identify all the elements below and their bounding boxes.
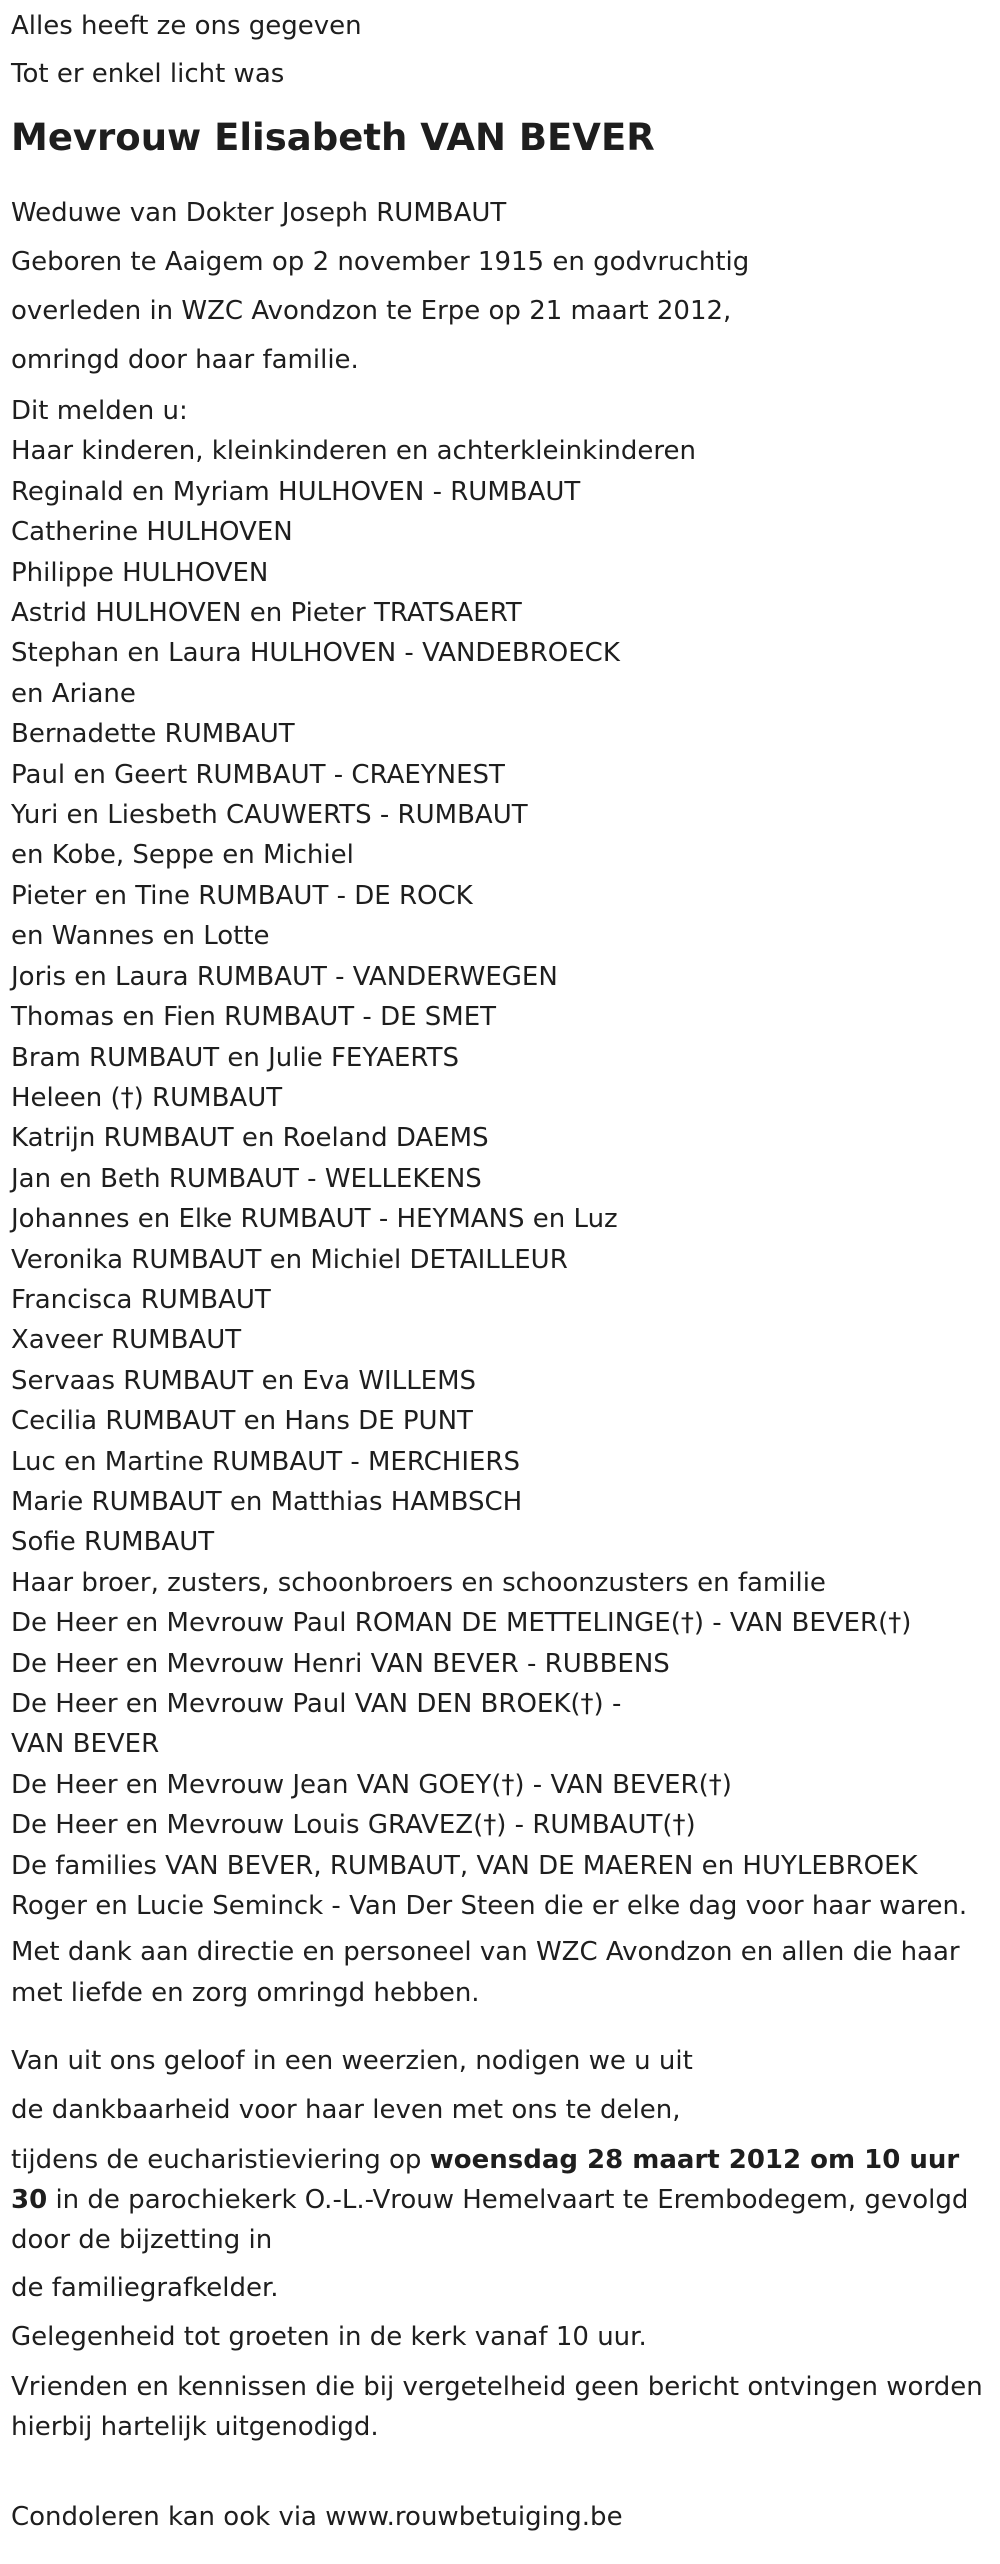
family-line: Pieter en Tine RUMBAUT - DE ROCK [11,880,473,911]
intro-verse [11,0,1000,98]
family-line: Dit melden u: [11,396,188,426]
family-line: De Heer en Mevrouw Henri VAN BEVER - RUBBENS [11,1648,670,1679]
family-line: Catherine HULHOVEN [11,517,293,548]
details-block [11,189,1000,385]
details-line: overleden in WZC Avondzon te Erpe op 21 maart 2012, [11,296,732,326]
family-line: en Wannes en Lotte [11,921,270,952]
family-line: Katrijn RUMBAUT en Roeland DAEMS [11,1123,489,1154]
family-line: Bram RUMBAUT en Julie FEYAERTS [11,1042,459,1073]
funeral-service-date: woensdag 28 maart 2012 om 10 uur 30 [11,2145,960,2216]
condolence-link: Condoleren kan ook via www.rouwbetuiging.be [11,2502,623,2533]
family-list [11,391,1000,1926]
family-line: Jan en Beth RUMBAUT - WELLEKENS [11,1163,482,1194]
family-line: Roger en Lucie Seminck - Van Der Steen die er elke dag voor haar waren. [11,1891,968,1922]
deceased-name: Mevrouw Elisabeth VAN BEVER [11,116,655,159]
funeral-invitation: Vrienden en kennissen die bij vergetelheid geen bericht ontvingen worden hierbij hartelijk uitgenodigd. [11,2372,983,2443]
family-line: VAN BEVER [11,1729,160,1760]
funeral-service-line [11,2135,996,2264]
family-line: Cecilia RUMBAUT en Hans DE PUNT [11,1406,473,1437]
details-line: Geboren te Aaigem op 2 november 1915 en godvruchtig [11,247,750,277]
family-line: De Heer en Mevrouw Louis GRAVEZ(†) - RUMBAUT(†) [11,1810,696,1841]
funeral-service-prefix: tijdens de eucharistieviering op [11,2145,430,2176]
family-line: Bernadette RUMBAUT [11,719,295,750]
funeral-line: de dankbaarheid voor haar leven met ons te delen, [11,2095,681,2126]
family-line: Marie RUMBAUT en Matthias HAMBSCH [11,1486,523,1517]
family-line: Astrid HULHOVEN en Pieter TRATSAERT [11,598,522,629]
funeral-service-suffix: in de parochiekerk O.-L.-Vrouw Hemelvaart te Erembodegem, gevolgd door de bijzetting in [11,2185,969,2256]
family-line: De Heer en Mevrouw Paul VAN DEN BROEK(†) - [11,1689,622,1719]
family-line: De families VAN BEVER, RUMBAUT, VAN DE MAEREN en HUYLEBROEK [11,1850,918,1881]
details-line: omringd door haar familie. [11,345,359,375]
family-line: De Heer en Mevrouw Paul ROMAN DE METTELINGE(†) - VAN BEVER(†) [11,1608,912,1639]
family-line: Francisca RUMBAUT [11,1284,271,1315]
family-line: Philippe HULHOVEN [11,557,269,588]
thanks-block [11,1932,1000,2013]
family-line: Thomas en Fien RUMBAUT - DE SMET [11,1002,497,1033]
family-line: Luc en Martine RUMBAUT - MERCHIERS [11,1446,520,1477]
intro-line: Tot er enkel licht was [11,59,285,89]
family-line: Johannes en Elke RUMBAUT - HEYMANS en Luz [11,1204,618,1235]
family-line: Veronika RUMBAUT en Michiel DETAILLEUR [11,1244,568,1275]
intro-line: Alles heeft ze ons gegeven [11,11,362,41]
details-line: Weduwe van Dokter Joseph RUMBAUT [11,198,507,228]
funeral-line: Gelegenheid tot groeten in de kerk vanaf 10 uur. [11,2322,647,2353]
family-line: Haar kinderen, kleinkinderen en achterkleinkinderen [11,436,697,467]
funeral-line: de familiegrafkelder. [11,2273,279,2304]
family-line: Joris en Laura RUMBAUT - VANDERWEGEN [11,961,558,992]
family-line: De Heer en Mevrouw Jean VAN GOEY(†) - VAN BEVER(†) [11,1769,732,1800]
family-line: Servaas RUMBAUT en Eva WILLEMS [11,1365,477,1396]
funeral-line: Van uit ons geloof in een weerzien, nodigen we u uit [11,2046,693,2077]
funeral-block [11,2037,1000,2451]
family-line: Haar broer, zusters, schoonbroers en schoonzusters en familie [11,1567,826,1598]
family-line: en Ariane [11,678,136,709]
family-line: Yuri en Liesbeth CAUWERTS - RUMBAUT [11,800,528,831]
family-line: Heleen (†) RUMBAUT [11,1082,283,1113]
family-line: en Kobe, Seppe en Michiel [11,840,354,871]
family-line: Paul en Geert RUMBAUT - CRAEYNEST [11,759,505,790]
family-line: Stephan en Laura HULHOVEN - VANDEBROECK [11,638,620,669]
thanks-text: Met dank aan directie en personeel van WZC Avondzon en allen die haar met liefde en zorg omringd hebben. [11,1937,960,2008]
family-line: Sofie RUMBAUT [11,1527,215,1558]
family-line: Reginald en Myriam HULHOVEN - RUMBAUT [11,476,581,507]
family-line: Xaveer RUMBAUT [11,1325,242,1356]
